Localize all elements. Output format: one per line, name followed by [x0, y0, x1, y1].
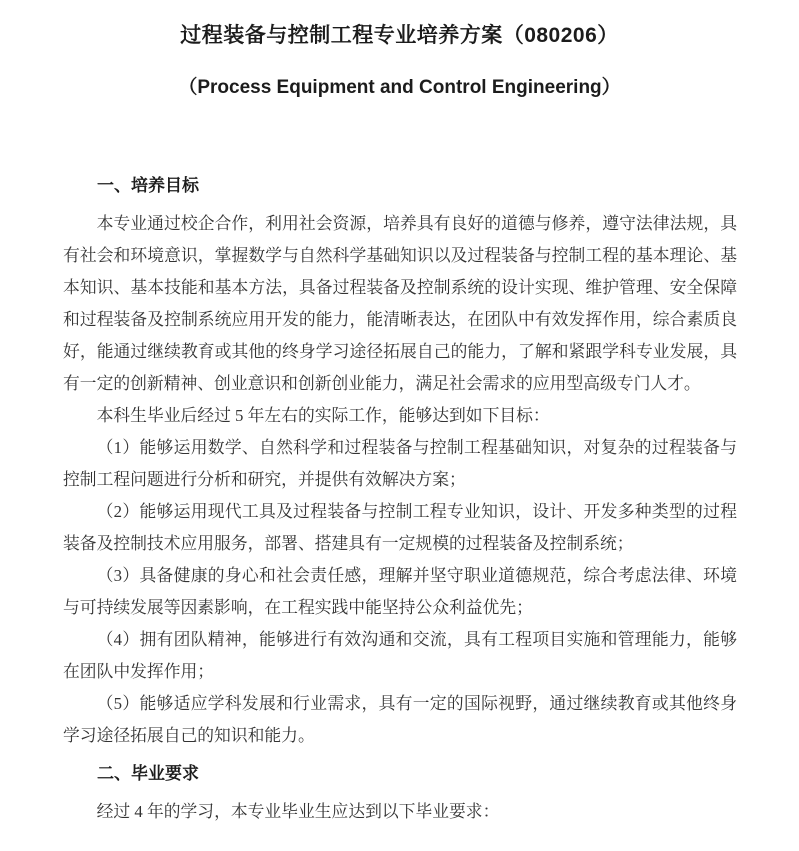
- paragraph-goal-item-1: （1）能够运用数学、自然科学和过程装备与控制工程基础知识，对复杂的过程装备与控制工程问题进行分析和研究，并提供有效解决方案；: [63, 438, 737, 489]
- document-title: 过程装备与控制工程专业培养方案（080206）: [180, 24, 619, 47]
- paragraph-five-year-goals-lead: 本科生毕业后经过 5 年左右的实际工作，能够达到如下目标：: [96, 406, 550, 425]
- section-heading-graduation-requirements: 二、毕业要求: [97, 764, 199, 783]
- paragraph-goal-item-3: （3）具备健康的身心和社会责任感，理解并坚守职业道德规范，综合考虑法律、环境与可持续发展等因素影响，在工程实践中能坚持公众利益优先；: [63, 566, 737, 617]
- paragraph-goal-item-5: （5）能够适应学科发展和行业需求，具有一定的国际视野，通过继续教育或其他终身学习途径拓展自己的知识和能力。: [63, 694, 737, 745]
- paragraph-objectives-intro: 本专业通过校企合作，利用社会资源，培养具有良好的道德与修养，遵守法律法规，具有社会和环境意识，掌握数学与自然科学基础知识以及过程装备与控制工程的基本理论、基本知识、基本技能和基本方法，具备过程装备及控制系统的设计实现、维护管理、安全保障和过程装备及控制系统应用开发的能力，能清晰表达，在团队中有效发挥作用，综合素质良好，能通过继续教育或其他的终身学习途径拓展自己的能力，了解和紧跟学科专业发展，具有一定的创新精神、创业意识和创新创业能力，满足社会需求的应用型高级专门人才。: [63, 214, 737, 393]
- paragraph-graduation-requirements-lead: 经过 4 年的学习，本专业毕业生应达到以下毕业要求：: [96, 802, 500, 821]
- paragraph-goal-item-4: （4）拥有团队精神，能够进行有效沟通和交流，具有工程项目实施和管理能力，能够在团队中发挥作用；: [63, 630, 737, 681]
- document-subtitle-english: （Process Equipment and Control Engineering）: [178, 77, 621, 98]
- section-heading-training-objectives: 一、培养目标: [97, 176, 199, 195]
- paragraph-goal-item-2: （2）能够运用现代工具及过程装备与控制工程专业知识，设计、开发多种类型的过程装备及控制技术应用服务，部署、搭建具有一定规模的过程装备及控制系统；: [63, 502, 737, 553]
- document-body: [0, 176, 799, 828]
